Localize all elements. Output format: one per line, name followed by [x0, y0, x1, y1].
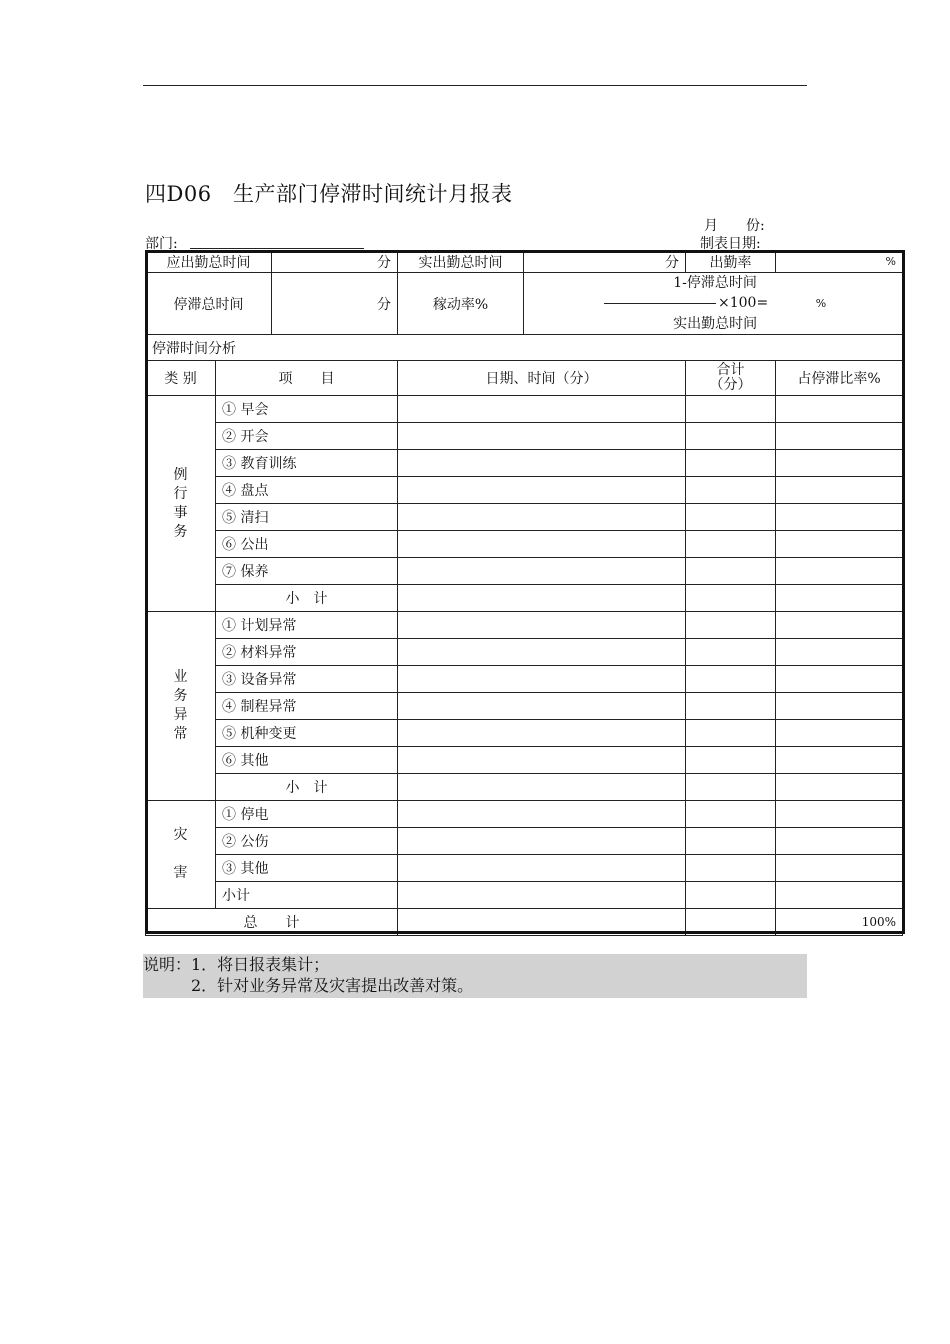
date-label: 制表日期:: [700, 236, 761, 252]
subtotal-label: 小 计: [216, 585, 398, 612]
item-label: ③ 教育训练: [216, 450, 398, 477]
item-label: ① 早会: [216, 396, 398, 423]
actual-time-label: 实出勤总时间: [398, 251, 524, 273]
subtotal-label: 小计: [216, 882, 398, 909]
item-label: ③ 设备异常: [216, 666, 398, 693]
col-datetime: 日期、时间（分）: [398, 361, 686, 396]
percent-sign: %: [885, 255, 896, 268]
col-item: 项 目: [216, 361, 398, 396]
item-label: ③ 其他: [216, 855, 398, 882]
item-label: ② 公伤: [216, 828, 398, 855]
item-label: ⑤ 清扫: [216, 504, 398, 531]
utilization-label: 稼动率%: [398, 273, 524, 335]
col-total: 合计 （分）: [686, 361, 776, 396]
required-time-label: 应出勤总时间: [146, 251, 272, 273]
item-label: ⑦ 保养: [216, 558, 398, 585]
unit-min: 分: [377, 254, 391, 271]
note-line-2: 2．针对业务异常及灾害提出改善对策。: [143, 976, 474, 995]
dept-label: 部门:: [145, 236, 178, 252]
stop-total-label: 停滞总时间: [146, 273, 272, 335]
unit-min: 分: [665, 254, 679, 271]
item-label: ① 停电: [216, 801, 398, 828]
notes-box: [143, 954, 807, 998]
item-label: ② 开会: [216, 423, 398, 450]
category-label: 灾 害: [173, 827, 188, 881]
grand-total-label: 总 计: [146, 909, 398, 936]
percent-sign: %: [815, 297, 827, 310]
section-label: 停滞时间分析: [146, 335, 903, 361]
item-label: ④ 制程异常: [216, 693, 398, 720]
item-label: ⑥ 其他: [216, 747, 398, 774]
dept-field-line[interactable]: [190, 248, 364, 249]
item-label: ④ 盘点: [216, 477, 398, 504]
formula-numerator: 1-停滞总时间: [673, 275, 757, 291]
page-title: 四D06 生产部门停滞时间统计月报表: [145, 182, 513, 206]
subtotal-label: 小 计: [216, 774, 398, 801]
formula-times: ×100=: [718, 295, 769, 311]
note-line-1: 说明：1．将日报表集计；: [143, 955, 330, 974]
category-label: 例 行 事 务: [173, 466, 188, 540]
col-category: 类 别: [146, 361, 216, 396]
col-ratio: 占停滞比率%: [776, 361, 903, 396]
table-outer-frame: [145, 250, 905, 934]
category-label: 业 务 异 常: [173, 669, 188, 742]
unit-min: 分: [377, 296, 391, 313]
month-label: 月 份:: [704, 218, 765, 234]
attendance-rate-label: 出勤率: [686, 251, 776, 273]
item-label: ⑥ 公出: [216, 531, 398, 558]
item-label: ② 材料异常: [216, 639, 398, 666]
formula-denominator: 实出勤总时间: [673, 316, 758, 332]
top-rule: [143, 85, 807, 86]
item-label: ⑤ 机种变更: [216, 720, 398, 747]
item-label: ① 计划异常: [216, 612, 398, 639]
grand-total-ratio: 100%: [776, 909, 903, 936]
